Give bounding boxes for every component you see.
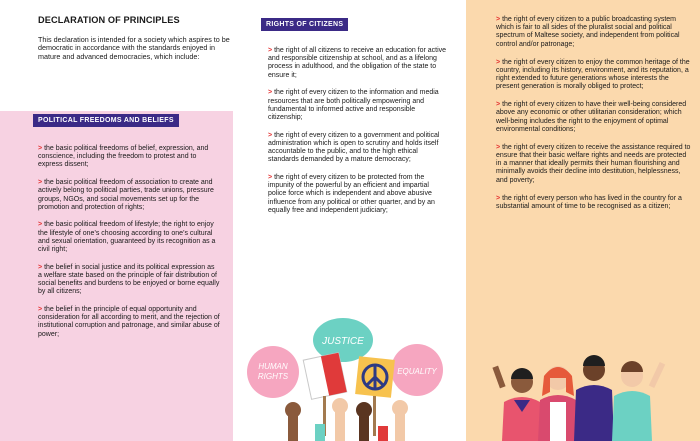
list-item: > the right of every citizen to the information and media resources that are both politically empowering and fundamental to informed active and responsible citizenship;: [268, 89, 439, 121]
equality-bubble-text: EQUALITY: [397, 367, 437, 376]
justice-bubble-text: JUSTICE: [322, 336, 364, 347]
protest-signs-illustration: [233, 312, 466, 441]
arrow-bullet-icon: >: [496, 143, 501, 151]
arrow-bullet-icon: >: [38, 221, 43, 229]
list-item: > the basic political freedom of association to create and actively belong to political parties, trade unions, pressure groups, NGOs, and social movements set up for the promotion and protection of rights;: [38, 179, 214, 211]
column-left: [0, 0, 233, 441]
column-right: [466, 0, 700, 441]
list-item: > the belief in the principle of equal opportunity and consideration for all according to merit, and the rejection of institutional corruption and patronage, and similar abuse of power;: [38, 306, 220, 338]
arrow-bullet-icon: >: [268, 173, 273, 181]
arrow-bullet-icon: >: [268, 131, 273, 139]
arrow-bullet-icon: >: [496, 101, 501, 109]
person-1: [492, 366, 542, 441]
list-item: > the basic political freedom of lifestyle; the right to enjoy the lifestyle of one’s choosing according to one’s cultural and sexual orientation, guaranteed by its recognition as a civil right;: [38, 221, 216, 254]
equality-bubble: [391, 344, 443, 396]
rights-of-citizens-heading: RIGHTS OF CITIZENS: [261, 18, 348, 31]
arrow-bullet-icon: >: [268, 47, 273, 54]
arrow-bullet-icon: >: [38, 179, 43, 187]
arrow-bullet-icon: >: [496, 194, 501, 202]
list-item: > the right of every citizen to be protected from the impunity of the powerful by an efficient and impartial police force which is independent and above abusive influence from any political or other quarter, and by an equally free and independent judiciary;: [268, 173, 435, 214]
arrow-bullet-icon: >: [268, 89, 273, 97]
list-item: > the right of every person who has lived in the country for a substantial amount of time to be recognised as a citizen;: [496, 194, 682, 210]
human-rights-text-line1: HUMAN: [258, 362, 288, 371]
arrow-bullet-icon: >: [38, 145, 43, 152]
political-freedoms-heading: POLITICAL FREEDOMS AND BELIEFS: [33, 114, 179, 127]
arrow-bullet-icon: >: [496, 16, 501, 23]
list-item: > the belief in social justice and its political expression as a welfare state based on the principle of fair distribution of social benefits and burdens to be enjoyed or borne equally by all citizens;: [38, 263, 220, 296]
list-item: > the right of all citizens to receive an education for active and responsible citizenship at school, and as a lifelong process in adulthood, and the obligation of the state to ensure it;: [268, 47, 447, 79]
human-rights-text-line2: RIGHTS: [257, 372, 289, 381]
list-item: > the right of every citizen to receive the assistance required to ensure that their basic welfare rights and needs are protected in a manner that ideally permits their human flourishing and minimally avoids their decline into destitution, helplessness, and poverty;: [496, 143, 691, 184]
arrow-bullet-icon: >: [38, 263, 43, 271]
page-title: DECLARATION OF PRINCIPLES: [38, 15, 180, 25]
list-item: > the right of every citizen to have their well-being considered above any economic or other utilitarian consideration; which well-being includes the right to the enjoyment of optimal environmental conditions;: [496, 101, 687, 133]
person-2: [538, 366, 578, 441]
people-group-illustration: [466, 352, 700, 441]
rights-of-citizens-list: [268, 47, 448, 224]
list-item: > the basic political freedoms of belief, expression, and conscience, including the freedom to protest and to express dissent;: [38, 145, 209, 169]
person-4: [612, 361, 665, 441]
political-freedoms-list: [38, 145, 220, 348]
rights-of-citizens-list-continued: [496, 16, 692, 221]
human-rights-bubble: [247, 346, 299, 398]
intro-paragraph: This declaration is intended for a society which aspires to be democratic in accordance with the standards enjoyed in mature and advanced democracies, which include:: [38, 35, 230, 61]
column-middle: [233, 0, 466, 441]
list-item: > the right of every citizen to enjoy the common heritage of the country, including its history, environment, and its reputation, a right extended to future generations whose interests the present generation is morally obliged to protect;: [496, 58, 690, 91]
list-item: > the right of every citizen to a public broadcasting system which is fair to all sides of the pluralist social and political spectrum of Maltese society, and independent from political control and/or patronage;: [496, 16, 680, 48]
person-3: [574, 355, 614, 441]
arrow-bullet-icon: >: [38, 306, 43, 314]
arrow-bullet-icon: >: [496, 58, 501, 66]
raised-arms: [285, 398, 408, 441]
list-item: > the right of every citizen to a government and political administration which is open to scrutiny and holds itself accountable to the public, and to the high ethical standards demanded by a mature democracy;: [268, 131, 440, 164]
